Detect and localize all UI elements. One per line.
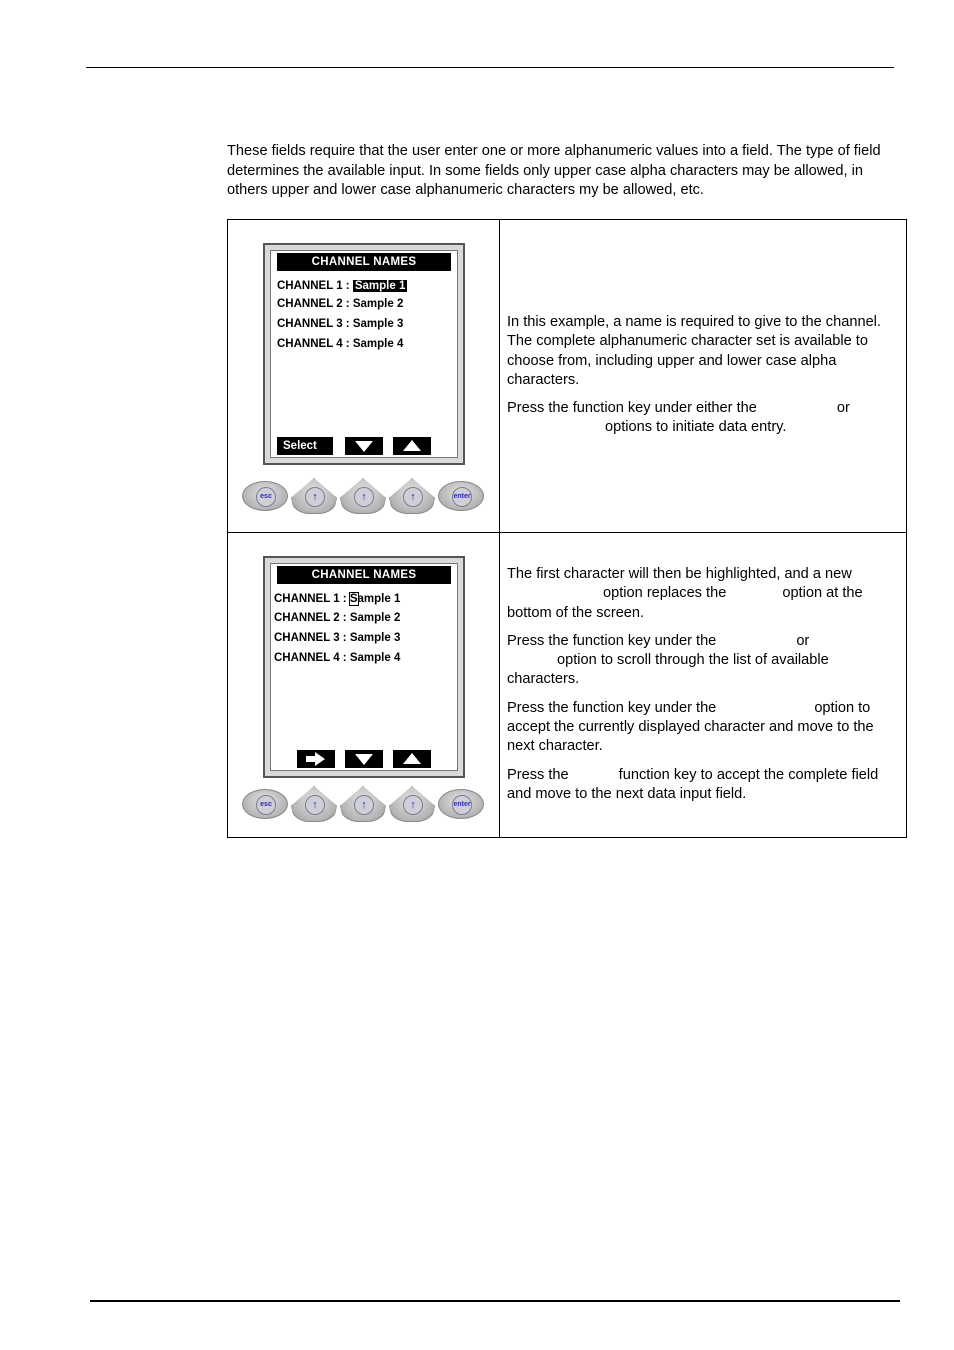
device-image-cell bbox=[228, 220, 500, 532]
channel-label: CHANNEL 2 : bbox=[277, 298, 350, 310]
channel-value-rest: ample 1 bbox=[357, 593, 401, 605]
text-fragment: Press the function key under either the bbox=[507, 400, 757, 417]
text-fragment: or bbox=[796, 632, 810, 649]
row2-paragraph-1 bbox=[507, 565, 903, 623]
text-fragment: option to scroll through the list of available characters. bbox=[507, 652, 829, 688]
arrow-up-icon bbox=[354, 487, 374, 507]
esc-key[interactable] bbox=[242, 789, 288, 819]
row2-paragraph-3 bbox=[507, 699, 903, 757]
channel-line bbox=[274, 612, 400, 624]
channel-label: CHANNEL 2 : bbox=[274, 612, 347, 624]
channel-line bbox=[277, 338, 403, 350]
enter-key-label: enter bbox=[452, 795, 472, 815]
screen-display bbox=[270, 250, 458, 458]
text-fragment: or bbox=[836, 400, 850, 417]
channel-label: CHANNEL 3 : bbox=[277, 318, 350, 330]
screen-display bbox=[270, 563, 458, 771]
keypad bbox=[242, 786, 486, 826]
arrow-up-icon bbox=[305, 795, 325, 815]
triangle-up-icon bbox=[403, 440, 421, 451]
text-fragment: option at the bottom of the screen. bbox=[507, 585, 863, 621]
channel-value: Sample 4 bbox=[349, 652, 401, 664]
keypad bbox=[242, 478, 486, 518]
instruction-table bbox=[227, 219, 907, 838]
device-screen bbox=[263, 243, 465, 465]
row2-paragraph-2 bbox=[507, 632, 903, 690]
channel-label: CHANNEL 1 : bbox=[277, 280, 350, 292]
function-key-2[interactable] bbox=[340, 478, 386, 514]
arrow-up-icon bbox=[305, 487, 325, 507]
screen-title: CHANNEL NAMES bbox=[277, 253, 451, 271]
table-row bbox=[228, 533, 906, 838]
row2-description bbox=[507, 565, 903, 813]
esc-key-label: esc bbox=[256, 795, 276, 815]
channel-label: CHANNEL 4 : bbox=[277, 338, 350, 350]
table-row bbox=[228, 220, 906, 533]
text-fragment: function key to accept the complete field and move to the next data input field. bbox=[507, 766, 879, 802]
text-fragment: Press the function key under the bbox=[507, 632, 717, 649]
triangle-up-icon bbox=[403, 753, 421, 764]
row2-paragraph-4 bbox=[507, 766, 903, 805]
text-fragment: Press the function key under the bbox=[507, 699, 717, 716]
arrow-up-icon bbox=[403, 795, 423, 815]
device-image-cell bbox=[228, 533, 500, 838]
esc-key[interactable] bbox=[242, 481, 288, 511]
channel-value: Sample 2 bbox=[352, 298, 404, 310]
enter-key[interactable] bbox=[438, 481, 484, 511]
triangle-down-icon bbox=[355, 754, 373, 765]
arrow-right-icon bbox=[306, 752, 326, 766]
screen-title: CHANNEL NAMES bbox=[277, 566, 451, 584]
channel-value: Sample 3 bbox=[349, 632, 401, 644]
channel-value-highlighted: Sample 1 bbox=[354, 280, 406, 292]
channel-line bbox=[274, 652, 400, 664]
esc-key-label: esc bbox=[256, 487, 276, 507]
function-bar bbox=[277, 437, 451, 455]
footer-rule bbox=[90, 1300, 900, 1302]
function-key-3[interactable] bbox=[389, 786, 435, 822]
function-key-3[interactable] bbox=[389, 478, 435, 514]
text-fragment: options to initiate data entry. bbox=[605, 419, 787, 436]
channel-value: Sample 4 bbox=[352, 338, 404, 350]
text-fragment: option replaces the bbox=[603, 585, 727, 602]
down-softkey[interactable] bbox=[345, 437, 383, 455]
text-fragment: Press the bbox=[507, 766, 569, 783]
row1-paragraph-2 bbox=[507, 399, 903, 438]
text-fragment: The first character will then be highlighted, and a new bbox=[507, 566, 852, 582]
highlighted-character: S bbox=[349, 593, 358, 605]
header-rule bbox=[86, 67, 894, 68]
enter-key[interactable] bbox=[438, 789, 484, 819]
intro-paragraph: These fields require that the user enter one or more alphanumeric values into a field. The type of field determines the available input. In some fields only upper case alpha characters may be allowed, in others upper and lower case alphanumeric characters my be allowed, etc. bbox=[227, 143, 881, 198]
down-softkey[interactable] bbox=[345, 750, 383, 768]
enter-key-label: enter bbox=[452, 487, 472, 507]
channel-line bbox=[277, 298, 403, 310]
device-screen bbox=[263, 556, 465, 778]
channel-label: CHANNEL 3 : bbox=[274, 632, 347, 644]
arrow-up-icon bbox=[354, 795, 374, 815]
function-key-1[interactable] bbox=[291, 786, 337, 822]
row1-paragraph-1: In this example, a name is required to give to the channel. The complete alphanumeric character set is available to choose from, including upper and lower case alpha characters. bbox=[507, 314, 881, 388]
triangle-down-icon bbox=[355, 441, 373, 452]
channel-value: Sample 2 bbox=[349, 612, 401, 624]
channel-line bbox=[277, 280, 407, 292]
function-key-2[interactable] bbox=[340, 786, 386, 822]
function-key-1[interactable] bbox=[291, 478, 337, 514]
arrow-up-icon bbox=[403, 487, 423, 507]
function-bar bbox=[277, 750, 451, 768]
channel-label: CHANNEL 4 : bbox=[274, 652, 347, 664]
row1-description bbox=[507, 313, 903, 447]
channel-value: Sample 3 bbox=[352, 318, 404, 330]
channel-label: CHANNEL 1 : bbox=[274, 593, 347, 605]
right-softkey[interactable] bbox=[297, 750, 335, 768]
channel-line bbox=[274, 632, 400, 644]
text-fragment: option to accept the currently displayed character and move to the next character. bbox=[507, 699, 874, 755]
select-softkey[interactable]: Select bbox=[277, 437, 333, 455]
up-softkey[interactable] bbox=[393, 437, 431, 455]
channel-line bbox=[274, 593, 400, 605]
channel-line bbox=[277, 318, 403, 330]
up-softkey[interactable] bbox=[393, 750, 431, 768]
